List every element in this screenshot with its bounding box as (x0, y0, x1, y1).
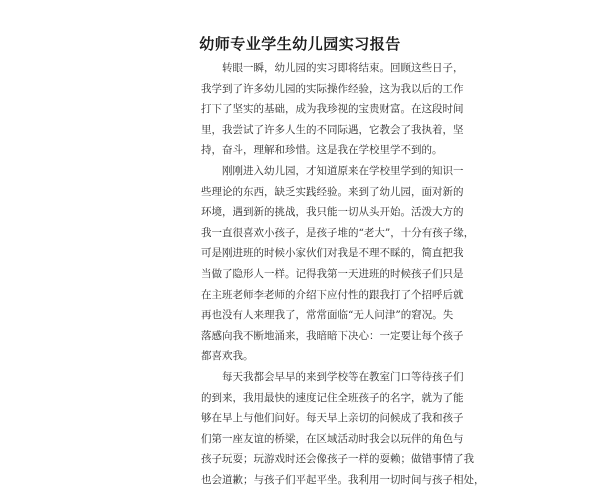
paragraph-line: 刚刚进入幼儿园，才知道原来在学校里学到的知识一 (222, 164, 464, 177)
paragraph-line: 些理论的东西，缺乏实践经验。来到了幼儿园，面对新的 (201, 185, 464, 198)
paragraph-line: 落感向我不断地涌来，我暗暗下决心：一定要让每个孩子 (201, 329, 464, 342)
document-title: 幼师专业学生幼儿园实习报告 (199, 35, 401, 53)
paragraph-line: 环境，遇到新的挑战，我只能一切从头开始。活泼大方的 (201, 206, 464, 219)
paragraph-line: 我学到了许多幼儿园的实际操作经验，这为我以后的工作 (201, 82, 464, 95)
paragraph-line: 我一直很喜欢小孩子，是孩子堆的“老大”，十分有孩子缘， (201, 226, 475, 239)
paragraph-line: 打下了坚实的基础，成为我珍视的宝贵财富。在这段时间 (201, 103, 464, 116)
paragraph-line: 在主班老师李老师的介绍下应付性的跟我打了个招呼后就 (201, 288, 464, 301)
paragraph-line: 可是刚进班的时候小家伙们对我是不理不睬的，简直把我 (201, 247, 464, 260)
paragraph-line: 也会道歉；与孩子们平起平坐。我利用一切时间与孩子相处， (201, 473, 485, 486)
paragraph-line: 再也没有人来理我了，常常面临“无人问津”的窘况。失 (201, 309, 454, 322)
document-body (201, 58, 485, 490)
paragraph-line: 们第一座友谊的桥梁，在区域活动时我会以玩伴的角色与 (201, 432, 464, 445)
paragraph-line: 都喜欢我。 (201, 350, 254, 363)
paragraph-line: 里，我尝试了许多人生的不同际遇，它教会了我执着，坚 (201, 123, 464, 136)
paragraph-line: 孩子玩耍；玩游戏时还会像孩子一样的耍赖；做错事情了我 (201, 453, 474, 466)
paragraph-line: 当做了隐形人一样。记得我第一天进班的时候孩子们只是 (201, 267, 464, 280)
paragraph-line: 转眼一瞬，幼儿园的实习即将结束。回顾这些日子， (222, 62, 464, 74)
paragraph-line: 持，奋斗，理解和珍惜。这是我在学校里学不到的。 (201, 144, 443, 157)
paragraph-line: 的到来，我用最快的速度记住全班孩子的名字，就为了能 (201, 391, 464, 404)
paragraph-line: 每天我都会早早的来到学校等在教室门口等待孩子们 (222, 370, 464, 383)
paragraph-line: 够在早上与他们问好。每天早上亲切的问候成了我和孩子 (201, 412, 464, 425)
